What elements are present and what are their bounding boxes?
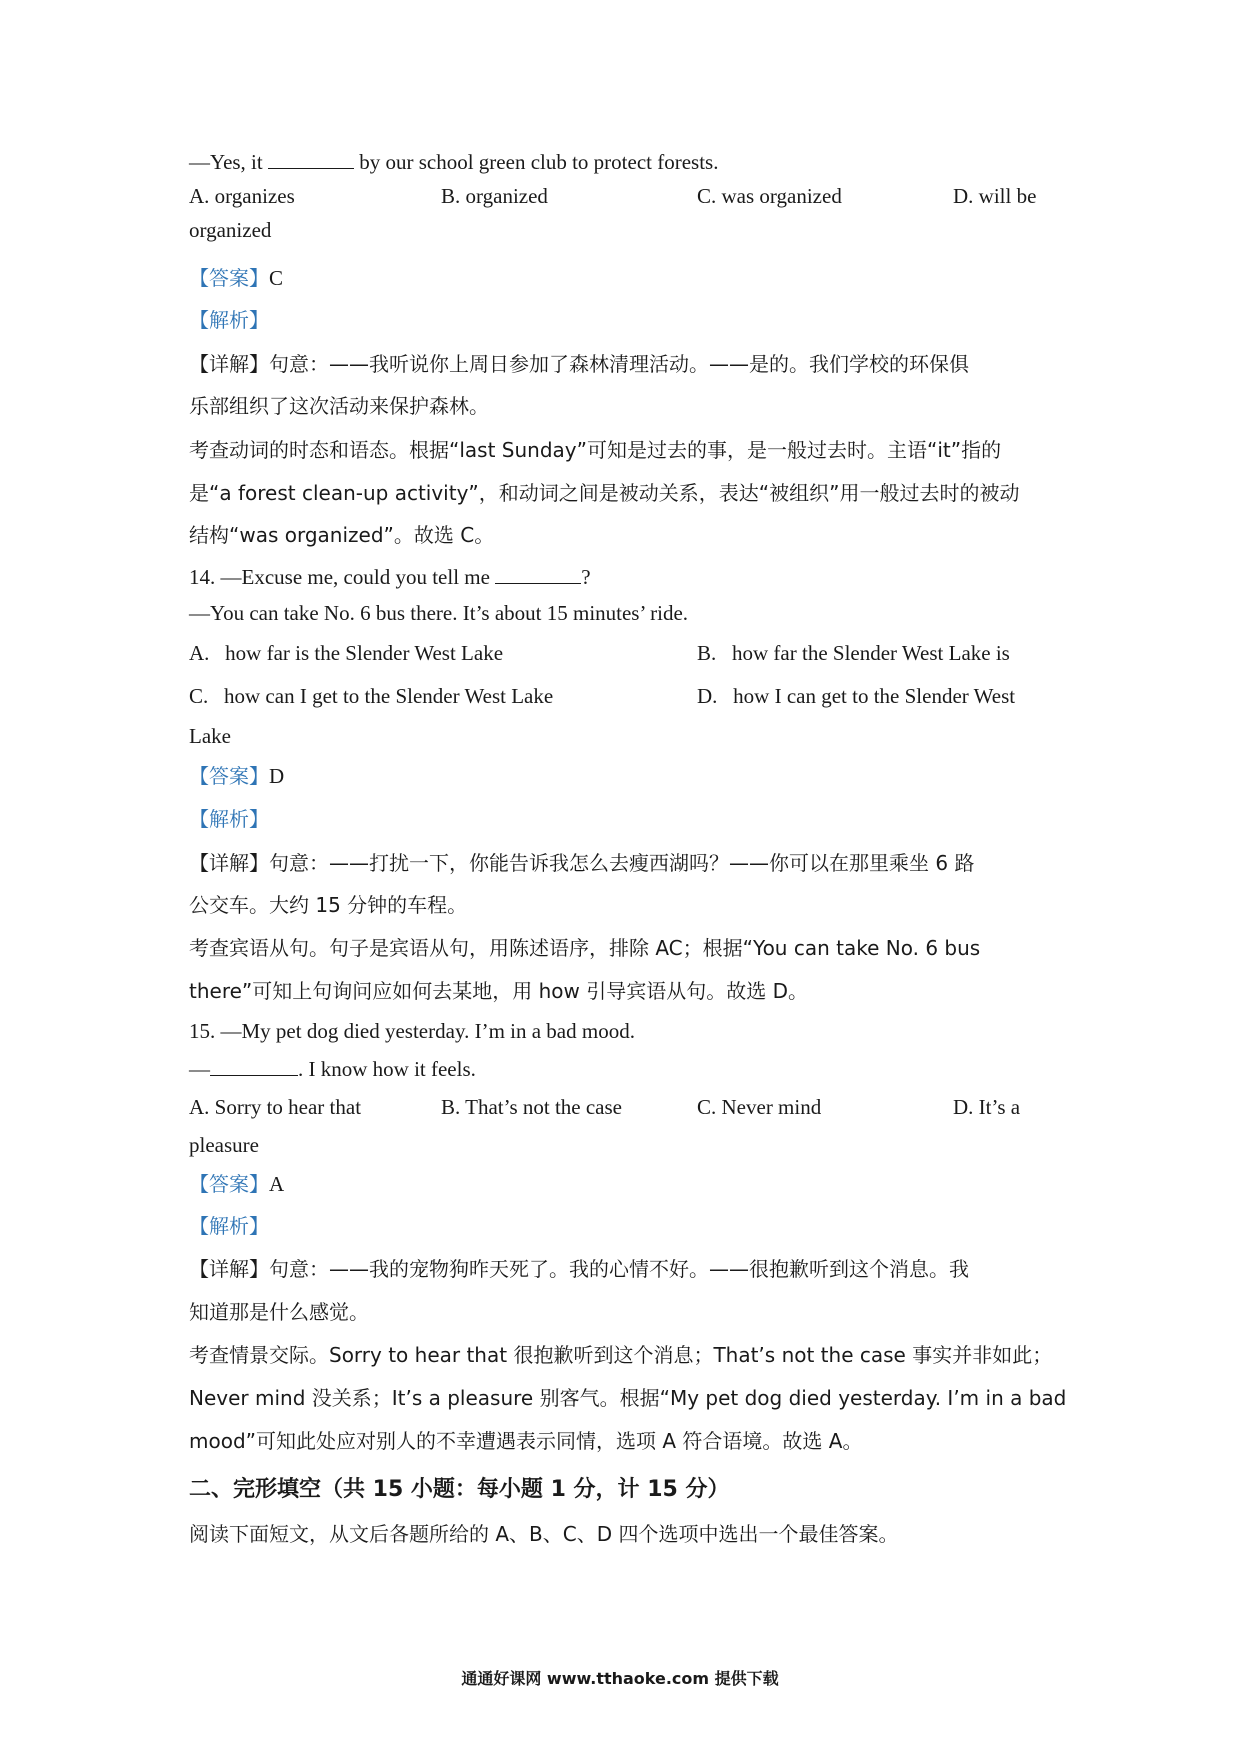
q14-explanation-line1: 考查宾语从句。句子是宾语从句，用陈述语序，排除 AC；根据“You can take No. 6 bus [189,936,981,960]
q13-option-a: A. organizes [189,184,295,208]
q14-stem: 14. —Excuse me, could you tell me ? [189,565,591,589]
q15-detail-line1: 【详解】句意：——我的宠物狗昨天死了。我的心情不好。——很抱歉听到这个消息。我 [189,1257,969,1281]
q15-option-wrap: pleasure [189,1133,259,1157]
q13-detail-line1: 【详解】句意：——我听说你上周日参加了森林清理活动。——是的。我们学校的环保俱 [189,352,969,376]
q15-stem: 15. —My pet dog died yesterday. I’m in a bad mood. [189,1019,635,1043]
q14-answer: 【答案】D [189,764,285,788]
q14-option-c: C. how can I get to the Slender West Lake [189,684,554,708]
q15-explanation-line1: 考查情景交际。Sorry to hear that 很抱歉听到这个消息；That’s not the case 事实并非如此； [189,1343,1053,1367]
answer-blank [210,1057,298,1076]
q15-detail-line2: 知道那是什么感觉。 [189,1300,369,1324]
q13-option-wrap: organized [189,218,272,242]
answer-blank [268,150,354,169]
section-instruction: 阅读下面短文，从文后各题所给的 A、B、C、D 四个选项中选出一个最佳答案。 [189,1522,899,1546]
q13-explanation-line2: 是“a forest clean-up activity”，和动词之间是被动关系，表达“被组织”用一般过去时的被动 [189,481,1020,505]
section-heading: 二、完形填空（共 15 小题：每小题 1 分，计 15 分） [189,1477,730,1502]
q13-option-b: B. organized [441,184,548,208]
q13-option-d: D. will be [953,184,1037,208]
q13-explanation-line1: 考查动词的时态和语态。根据“last Sunday”可知是过去的事，是一般过去时。主语“it”指的 [189,438,1002,462]
q15-option-a: A. Sorry to hear that [189,1095,362,1119]
q13-explanation-line3: 结构“was organized”。故选 C。 [189,523,495,547]
q15-explanation-line3: mood”可知此处应对别人的不幸遭遇表示同情，选项 A 符合语境。故选 A。 [189,1429,863,1453]
q14-detail-line2: 公交车。大约 15 分钟的车程。 [189,893,468,917]
q15-option-d: D. It’s a [953,1095,1021,1119]
q14-analysis-tag: 【解析】 [189,807,269,831]
q13-option-c: C. was organized [697,184,842,208]
q14-reply: —You can take No. 6 bus there. It’s about 15 minutes’ ride. [189,601,689,625]
page-footer: 通通好课网 www.tthaoke.com 提供下载 [461,1669,779,1688]
q15-reply: — . I know how it feels. [189,1057,476,1081]
q13-analysis-tag: 【解析】 [189,308,269,332]
q15-option-c: C. Never mind [697,1095,822,1119]
q14-option-d: D. how I can get to the Slender West [697,684,1016,708]
q14-option-b: B. how far the Slender West Lake is [697,641,1010,665]
q13-answer: 【答案】C [189,266,284,290]
q15-option-b: B. That’s not the case [441,1095,622,1119]
q14-explanation-line2: there”可知上句询问应如何去某地，用 how 引导宾语从句。故选 D。 [189,979,809,1003]
answer-blank [495,565,581,584]
q13-detail-line2: 乐部组织了这次活动来保护森林。 [189,394,489,418]
q14-option-wrap: Lake [189,724,231,748]
q14-detail-line1: 【详解】句意：——打扰一下，你能告诉我怎么去瘦西湖吗？——你可以在那里乘坐 6 路 [189,851,975,875]
q13-prompt: —Yes, it by our school green club to protect forests. [189,150,719,174]
q15-answer: 【答案】A [189,1172,285,1196]
q15-explanation-line2: Never mind 没关系；It’s a pleasure 别客气。根据“My pet dog died yesterday. I’m in a bad [189,1386,1067,1410]
q15-analysis-tag: 【解析】 [189,1214,269,1238]
q14-option-a: A. how far is the Slender West Lake [189,641,504,665]
